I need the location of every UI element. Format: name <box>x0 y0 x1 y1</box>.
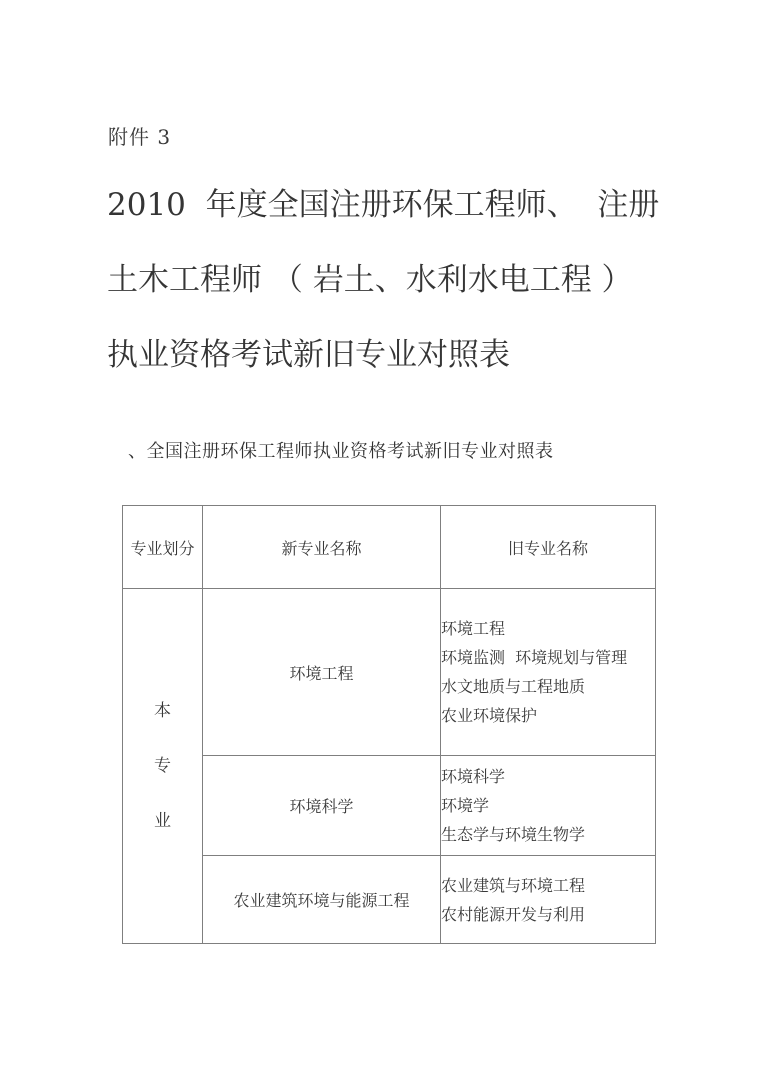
old-major-line: 农业建筑与环境工程 <box>441 875 586 895</box>
old-major-cell <box>441 856 656 944</box>
document-title <box>107 168 687 393</box>
new-major-cell: 农业建筑环境与能源工程 <box>203 856 441 944</box>
category-cell-own-major <box>123 589 203 944</box>
header-new-major-name: 新专业名称 <box>203 506 441 589</box>
title-line-2: 土木工程师 （ 岩土、水利水电工程 ） <box>107 262 633 298</box>
category-char-1: 本 <box>154 700 171 721</box>
header-category-division: 专业划分 <box>123 506 203 589</box>
old-major-line: 水文地质与工程地质 <box>441 677 586 696</box>
old-major-line: 环境监测 环境规划与管理 <box>441 648 628 667</box>
old-major-line: 环境工程 <box>441 619 506 638</box>
title-line-1: 2010 年度全国注册环保工程师、 注册 <box>107 187 660 223</box>
new-major-cell: 环境科学 <box>203 756 441 856</box>
attachment-label: 附件 3 <box>108 125 172 149</box>
old-major-line: 生态学与环境生物学 <box>441 825 586 844</box>
table-header-row <box>123 506 656 589</box>
new-major-cell: 环境工程 <box>203 589 441 756</box>
section-heading: 、全国注册环保工程师执业资格考试新旧专业对照表 <box>128 441 554 462</box>
old-major-line: 环境科学 <box>441 767 506 786</box>
table-row-environmental-science <box>123 756 656 856</box>
old-major-line: 农村能源开发与利用 <box>441 904 586 924</box>
category-char-2: 专 <box>154 755 171 776</box>
title-line-3: 执业资格考试新旧专业对照表 <box>107 337 510 373</box>
old-major-line: 农业环境保护 <box>441 706 538 725</box>
category-char-3: 业 <box>154 810 171 831</box>
header-old-major-name: 旧专业名称 <box>441 506 656 589</box>
table-row-environmental-engineering <box>123 589 656 756</box>
table-row-agricultural-building <box>123 856 656 944</box>
old-major-cell <box>441 589 656 756</box>
major-mapping-table <box>122 505 656 944</box>
old-major-cell <box>441 756 656 856</box>
old-major-line: 环境学 <box>441 796 490 815</box>
